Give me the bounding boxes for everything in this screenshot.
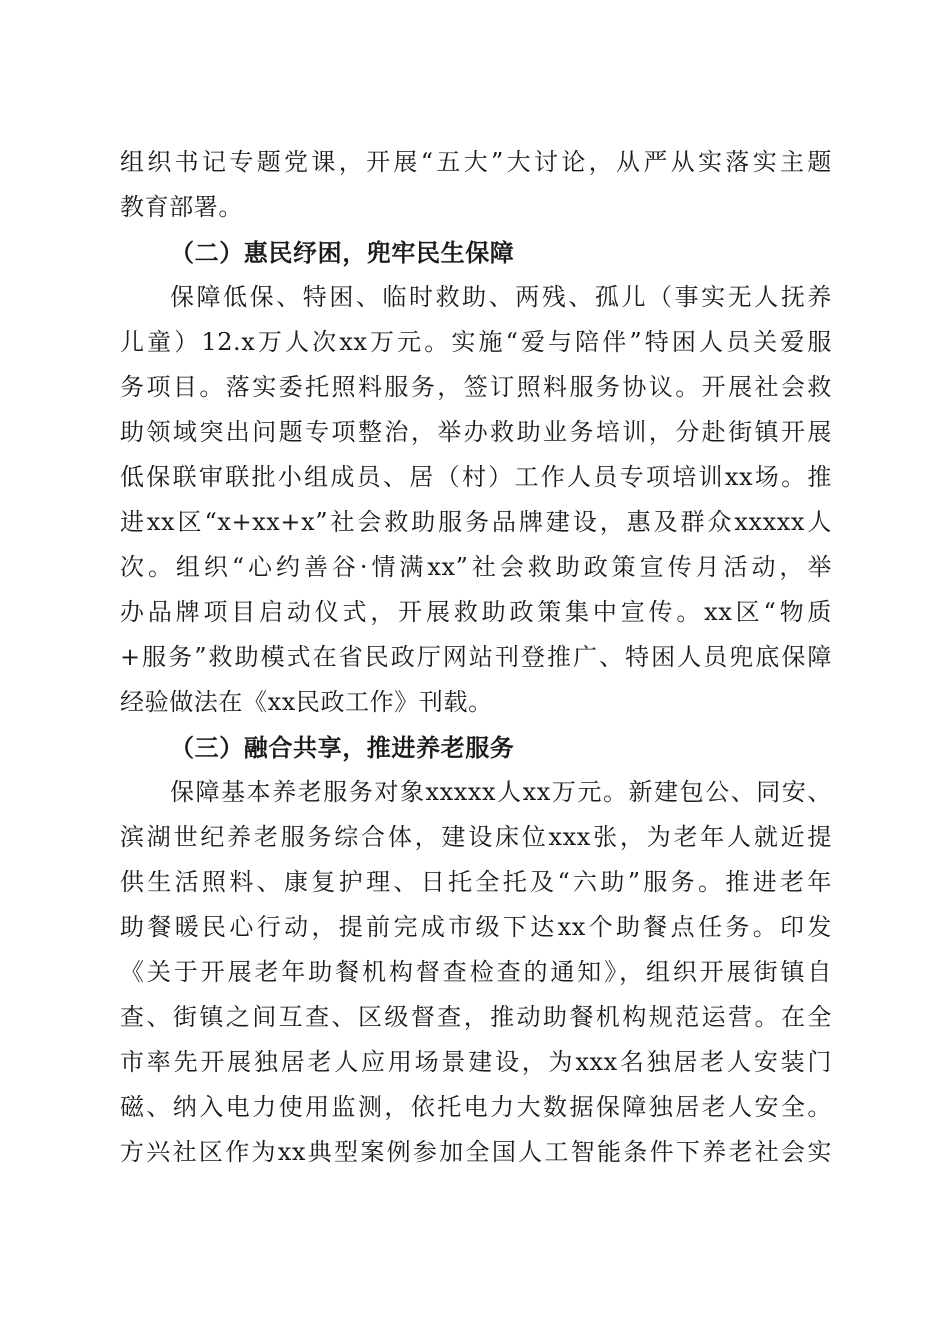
paragraph-line: 供生活照料、康复护理、日托全托及“六助”服务。推进老年 <box>120 868 832 896</box>
paragraph-line: 儿童）12.x万人次xx万元。实施“爱与陪伴”特困人员关爱服 <box>120 328 832 356</box>
paragraph-line: +服务”救助模式在省民政厅网站刊登推广、特困人员兜底保障 <box>120 643 832 671</box>
paragraph-line: 磁、纳入电力使用监测，依托电力大数据保障独居老人安全。 <box>120 1093 832 1121</box>
paragraph-line: 保障低保、特困、临时救助、两残、孤儿（事实无人抚养 <box>170 283 832 311</box>
paragraph-line: 市率先开展独居老人应用场景建设，为xxx名独居老人安装门 <box>120 1048 832 1076</box>
paragraph-line: 进xx区“x+xx+x”社会救助服务品牌建设，惠及群众xxxxx人 <box>120 508 832 536</box>
paragraph-line: 组织书记专题党课，开展“五大”大讨论，从严从实落实主题 <box>120 148 832 176</box>
paragraph-line: 滨湖世纪养老服务综合体，建设床位xxx张，为老年人就近提 <box>120 823 832 851</box>
section-heading: （二）惠民纾困，兜牢民生保障 <box>170 238 515 267</box>
section-heading: （三）融合共享，推进养老服务 <box>170 733 515 762</box>
paragraph-line: 务项目。落实委托照料服务，签订照料服务协议。开展社会救 <box>120 373 832 401</box>
paragraph-line: 《关于开展老年助餐机构督查检查的通知》，组织开展街镇自 <box>120 958 832 986</box>
paragraph-line: 保障基本养老服务对象xxxxx人xx万元。新建包公、同安、 <box>170 778 832 806</box>
paragraph-line: 方兴社区作为xx典型案例参加全国人工智能条件下养老社会实 <box>120 1138 832 1166</box>
document-body <box>120 140 832 1175</box>
paragraph-line: 助餐暖民心行动，提前完成市级下达xx个助餐点任务。印发 <box>120 913 832 941</box>
paragraph-line: 次。组织“心约善谷·情满xx”社会救助政策宣传月活动，举 <box>120 553 832 581</box>
paragraph-line: 办品牌项目启动仪式，开展救助政策集中宣传。xx区“物质 <box>120 598 832 626</box>
paragraph-line: 助领域突出问题专项整治，举办救助业务培训，分赴街镇开展 <box>120 418 832 446</box>
paragraph-line: 教育部署。 <box>120 193 243 221</box>
paragraph-line: 查、街镇之间互查、区级督查，推动助餐机构规范运营。在全 <box>120 1003 832 1031</box>
paragraph-line: 低保联审联批小组成员、居（村）工作人员专项培训xx场。推 <box>120 463 832 491</box>
paragraph-line: 经验做法在《xx民政工作》刊载。 <box>120 688 493 716</box>
